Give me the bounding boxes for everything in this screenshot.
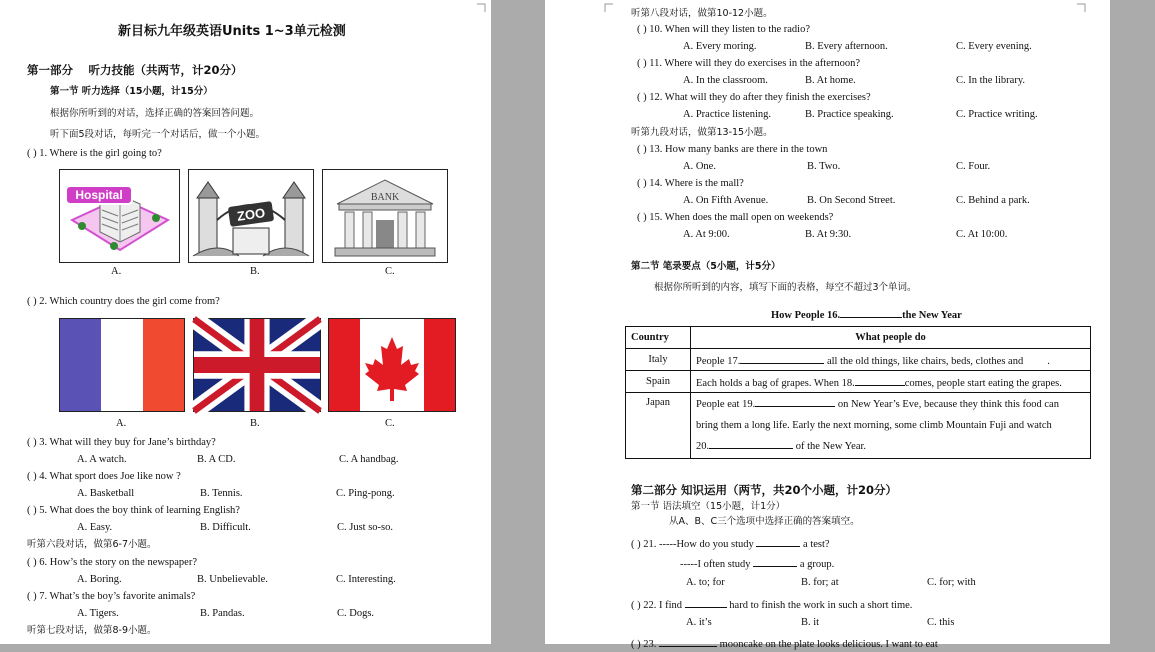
blank-18[interactable] [855, 375, 905, 386]
option-b: B. it [801, 617, 820, 628]
cell-text: People 17. [696, 355, 741, 367]
option-b: B. Difficult. [200, 522, 251, 533]
table-header-what: What people do [691, 327, 1091, 349]
hospital-icon [60, 170, 179, 262]
country-cell: Spain [626, 371, 691, 393]
section1-heading: 第一节 听力选择（15小题，计15分） [50, 86, 213, 97]
cell-text: People eat 19. [696, 399, 756, 410]
question-3: ( ) 3. What will they buy for Jane’s birthday? [27, 437, 216, 448]
blank-16 [840, 307, 902, 318]
question-text: a group. [799, 559, 835, 570]
table-header-country: Country [626, 327, 691, 349]
option-b: B. Practice speaking. [805, 109, 894, 120]
blank[interactable] [685, 597, 727, 608]
cell-text: comes, people start eating the grapes. [904, 377, 1062, 389]
option-a: A. Every moring. [683, 41, 757, 52]
option-b: B. Pandas. [200, 608, 245, 619]
question-23 [631, 636, 938, 652]
blank-17[interactable] [740, 353, 824, 364]
question-5: ( ) 5. What does the boy think of learning English? [27, 505, 240, 516]
instruction: 听第九段对话，做第13-15小题。 [631, 127, 773, 138]
instruction: 听下面5段对话，每听完一个对话后，做一个小题。 [50, 129, 266, 140]
option-a: A. Basketball [77, 488, 135, 499]
option-c: C. Ping-pong. [336, 488, 395, 499]
cell-text: on New Year’s Eve, because they think this food can [835, 399, 1059, 410]
part2-heading: 第二部分 知识运用（两节，共20个小题，计20分） [631, 483, 898, 497]
france-flag-image [59, 318, 185, 412]
question-text: mooncake on the plate looks delicious. I want to eat [719, 639, 938, 650]
option-label: B. [250, 266, 260, 277]
question-6: ( ) 6. How’s the story on the newspaper? [27, 557, 197, 568]
instruction: 根据你所听到的对话，选择正确的答案回答问题。 [50, 108, 260, 119]
instruction: 从A、B、C三个选项中选择正确的答案填空。 [669, 516, 860, 527]
option-label: A. [116, 418, 127, 429]
option-c: C. A handbag. [339, 454, 399, 465]
option-a: A. At 9:00. [683, 229, 730, 240]
question-21 [631, 536, 830, 552]
option-b: B. Tennis. [200, 488, 243, 499]
cell-text: all the old things, like chairs, beds, clothes and [824, 355, 1024, 367]
bank-image [322, 169, 448, 263]
cell-text: 20. [696, 441, 710, 452]
option-a: A. Easy. [77, 522, 113, 533]
question-14: ( ) 14. Where is the mall? [637, 178, 744, 189]
option-c: C. this [927, 617, 955, 628]
option-a: A. Practice listening. [683, 109, 772, 120]
option-c: C. Practice writing. [956, 109, 1038, 120]
option-c: C. Interesting. [336, 574, 396, 585]
option-c: C. In the library. [956, 75, 1026, 86]
option-a: A. to; for [686, 577, 725, 588]
part1-heading: 第一部分 听力技能（共两节，计20分） [27, 63, 243, 77]
option-label: C. [385, 266, 395, 277]
question-1: ( ) 1. Where is the girl going to? [27, 148, 162, 159]
option-a: A. it’s [686, 617, 712, 628]
blank[interactable] [756, 536, 800, 547]
question-7: ( ) 7. What’s the boy’s favorite animals? [27, 591, 196, 602]
table-title-post: the New Year [902, 310, 962, 321]
option-a: A. On Fifth Avenue. [683, 195, 769, 206]
option-b: B. At home. [805, 75, 856, 86]
country-cell: Japan [626, 393, 691, 459]
table-title-pre: How People 16. [771, 310, 841, 321]
part2-section1-heading: 第一节 语法填空（15小题，计1分） [631, 501, 786, 512]
blank[interactable] [659, 636, 717, 647]
zoo-image [188, 169, 314, 263]
question-12: ( ) 12. What will they do after they finish the exercises? [637, 92, 871, 103]
option-a: A. Boring. [77, 574, 122, 585]
zoo-sign: ZOO [236, 205, 267, 224]
document-page-1 [0, 0, 491, 644]
question-2: ( ) 2. Which country does the girl come from? [27, 296, 220, 307]
option-label: A. [111, 266, 122, 277]
blank-spacer [1023, 354, 1047, 364]
question-10: ( ) 10. When will they listen to the radio? [637, 24, 811, 35]
cell-text: Each holds a bag of grapes. When 18. [696, 377, 855, 389]
option-b: B. Two. [807, 161, 841, 172]
question-text: ( ) 21. -----How do you study [631, 539, 754, 550]
uk-flag-icon [194, 319, 320, 411]
option-b: B. Every afternoon. [805, 41, 888, 52]
question-text: ( ) 23. [631, 639, 657, 650]
country-cell: Italy [626, 349, 691, 371]
table-title [771, 307, 962, 323]
question-4: ( ) 4. What sport does Joe like now ? [27, 471, 181, 482]
question-text: a test? [803, 539, 830, 550]
canada-flag-icon [329, 319, 455, 411]
note-table [625, 326, 1091, 459]
option-label: B. [250, 418, 260, 429]
activity-cell [691, 349, 1091, 371]
option-c: C. Four. [956, 161, 991, 172]
section2-heading: 第二节 笔录要点（5小题，计5分） [631, 261, 781, 272]
option-c: C. Behind a park. [956, 195, 1030, 206]
instruction: 听第七段对话，做第8-9小题。 [27, 625, 157, 636]
question-text: ( ) 22. I find [631, 600, 683, 611]
crop-mark-icon [477, 0, 489, 12]
option-a: A. Tigers. [77, 608, 119, 619]
instruction: 听第八段对话，做第10-12小题。 [631, 8, 773, 19]
option-c: C. for; with [927, 577, 976, 588]
option-a: A. One. [683, 161, 716, 172]
option-a: A. A watch. [77, 454, 127, 465]
document-page-2 [545, 0, 1110, 650]
option-c: C. Dogs. [337, 608, 375, 619]
question-21-line2 [680, 556, 834, 572]
bank-sign: BANK [370, 192, 400, 203]
crop-mark-icon [1077, 0, 1089, 12]
blank-20[interactable] [709, 438, 793, 449]
instruction: 根据你所听到的内容，填写下面的表格，每空不超过3个单词。 [654, 282, 917, 293]
activity-cell [691, 371, 1091, 393]
option-c: C. Just so-so. [337, 522, 394, 533]
option-b: B. A CD. [197, 454, 236, 465]
question-22 [631, 597, 912, 613]
option-b: B. At 9:30. [805, 229, 852, 240]
page-title: 新目标九年级英语Units 1~3单元检测 [118, 24, 346, 39]
option-a: A. In the classroom. [683, 75, 768, 86]
option-c: C. Every evening. [956, 41, 1032, 52]
option-label: C. [385, 418, 395, 429]
question-15: ( ) 15. When does the mall open on weekends? [637, 212, 834, 223]
bank-building-icon [323, 170, 447, 262]
question-13: ( ) 13. How many banks are there in the town [637, 144, 828, 155]
table-row [626, 393, 1091, 459]
zoo-gate-icon [189, 170, 313, 262]
france-flag-icon [60, 319, 184, 411]
option-b: B. for; at [801, 577, 839, 588]
blank[interactable] [753, 556, 797, 567]
instruction: 听第六段对话，做第6-7小题。 [27, 539, 157, 550]
activity-cell [691, 393, 1091, 459]
cell-text: of the New Year. [793, 441, 867, 452]
table-row [626, 349, 1091, 371]
question-text: hard to finish the work in such a short time. [729, 600, 913, 611]
cell-text: bring them a long life. Early the next morning, some climb Mountain Fuji and watch [696, 420, 1052, 431]
option-b: B. On Second Street. [807, 195, 896, 206]
canada-flag-image [328, 318, 456, 412]
option-c: C. At 10:00. [956, 229, 1008, 240]
hospital-image [59, 169, 180, 263]
question-text: -----I often study [680, 559, 751, 570]
crop-mark-icon [601, 0, 613, 12]
option-b: B. Unbelievable. [197, 574, 268, 585]
blank-19[interactable] [755, 396, 835, 407]
hospital-sign: Hospital [75, 188, 123, 202]
table-row [626, 371, 1091, 393]
question-11: ( ) 11. Where will they do exercises in the afternoon? [637, 58, 861, 69]
uk-flag-image [193, 318, 321, 412]
cell-text: . [1047, 355, 1050, 367]
